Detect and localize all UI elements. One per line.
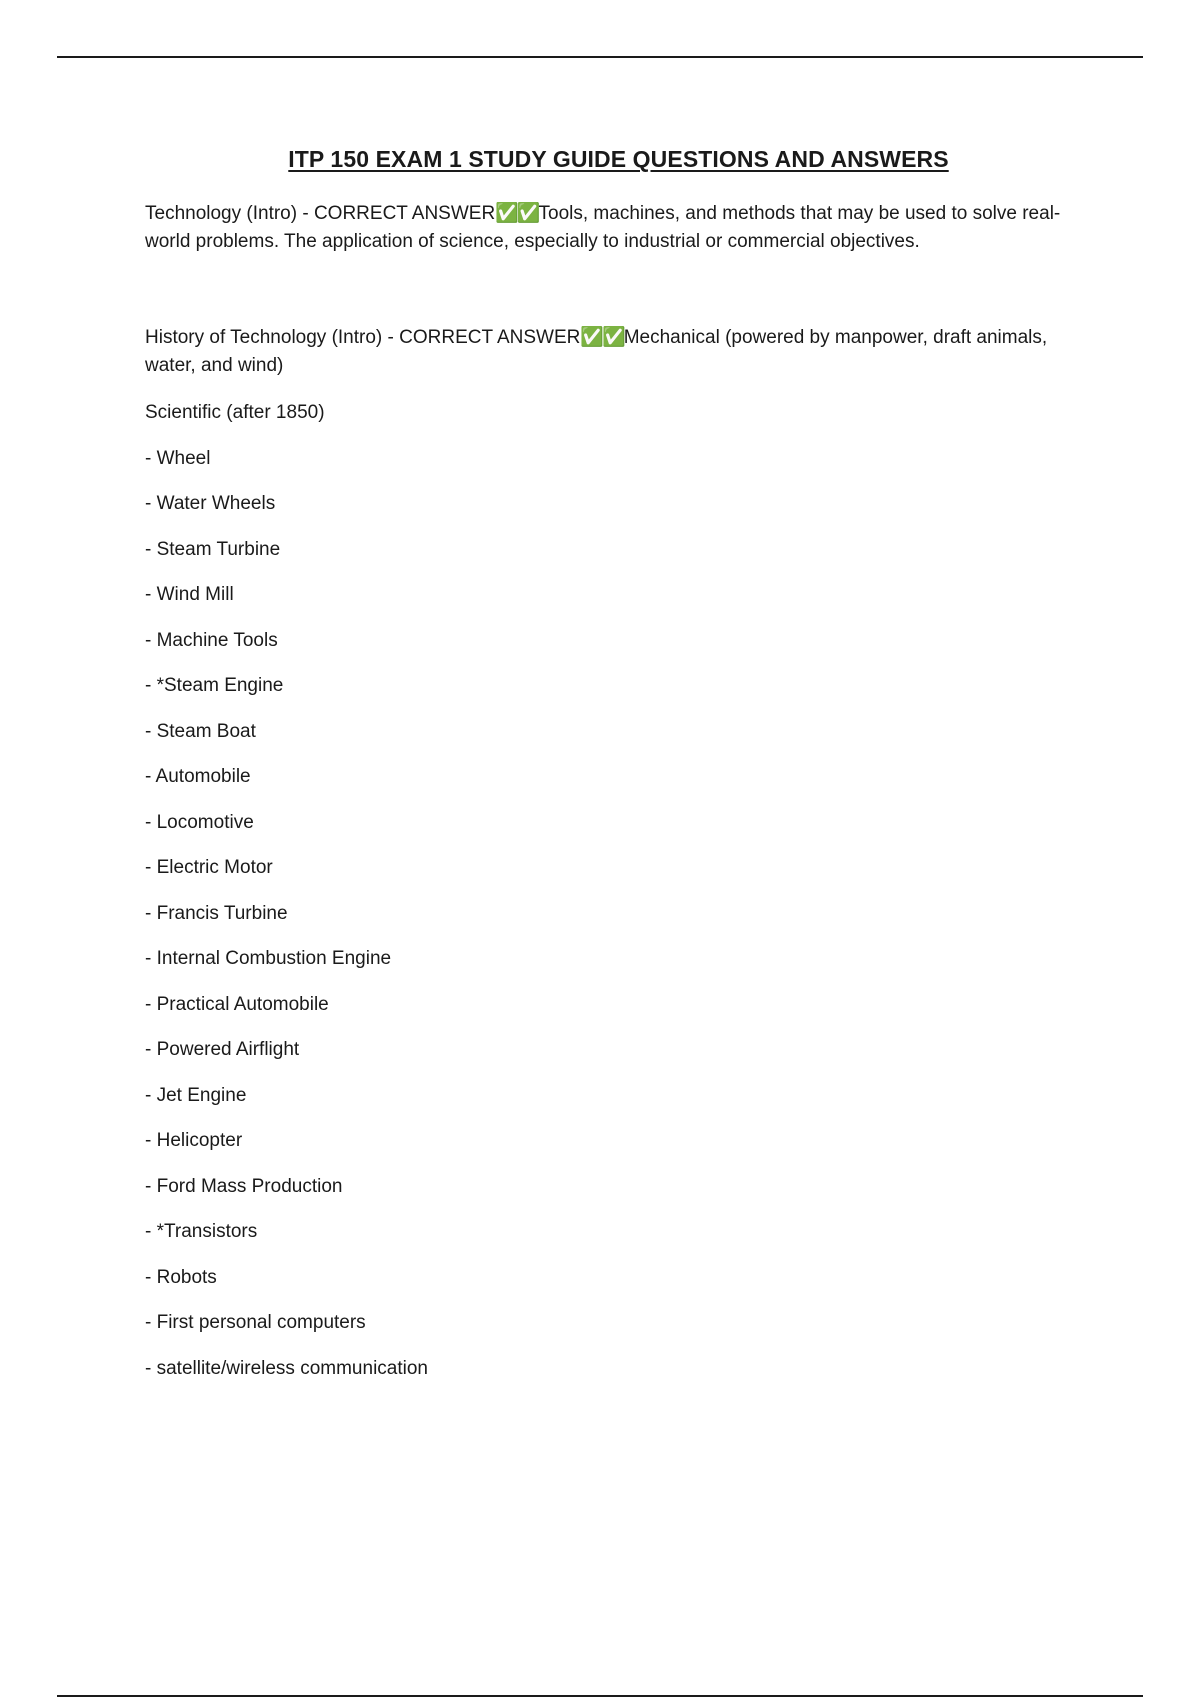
answer-text: Mechanical (powered by manpower, draft animals, water, and wind) <box>145 327 1048 376</box>
list-item: - Machine Tools <box>145 629 278 651</box>
qa-paragraph <box>145 324 1075 380</box>
qa-paragraph <box>145 200 1075 256</box>
scientific-heading: Scientific (after 1850) <box>145 402 325 423</box>
list-item: - *Transistors <box>145 1221 258 1242</box>
list-item: - satellite/wireless communication <box>145 1357 428 1379</box>
list-item: - *Steam Engine <box>145 675 284 696</box>
list-item: - Robots <box>145 1266 217 1288</box>
question-text: Technology (Intro) - CORRECT ANSWER <box>145 203 496 224</box>
technology-list <box>145 399 428 1400</box>
list-item: - Steam Boat <box>145 720 256 742</box>
list-item: - Electric Motor <box>145 857 273 878</box>
list-item: - First personal computers <box>145 1312 366 1333</box>
list-item: - Jet Engine <box>145 1084 247 1106</box>
list-item: - Locomotive <box>145 811 254 833</box>
qa-history-of-technology <box>145 324 1075 380</box>
answer-text: Tools, machines, and methods that may be used to solve real-world problems. The application of science, especially to industrial or commercial objectives. <box>145 203 1061 252</box>
list-item: - Francis Turbine <box>145 902 288 924</box>
list-item: - Water Wheels <box>145 493 276 514</box>
checkmark-icon: ✅✅ <box>580 327 624 348</box>
list-item: - Automobile <box>145 766 251 787</box>
list-item: - Wind Mill <box>145 584 234 605</box>
page-title: ITP 150 EXAM 1 STUDY GUIDE QUESTIONS AND ANSWERS <box>288 146 949 172</box>
question-text: History of Technology (Intro) - CORRECT ANSWER <box>145 327 581 348</box>
list-item: - Steam Turbine <box>145 538 281 560</box>
checkmark-icon: ✅✅ <box>495 203 539 224</box>
bottom-rule <box>57 1695 1143 1697</box>
list-item: - Wheel <box>145 447 211 469</box>
qa-technology <box>145 200 1075 256</box>
list-item: - Powered Airflight <box>145 1039 300 1060</box>
list-item: - Helicopter <box>145 1130 243 1151</box>
list-item: - Practical Automobile <box>145 993 329 1015</box>
top-rule <box>57 56 1143 58</box>
list-item: - Ford Mass Production <box>145 1175 343 1197</box>
list-item: - Internal Combustion Engine <box>145 948 392 969</box>
